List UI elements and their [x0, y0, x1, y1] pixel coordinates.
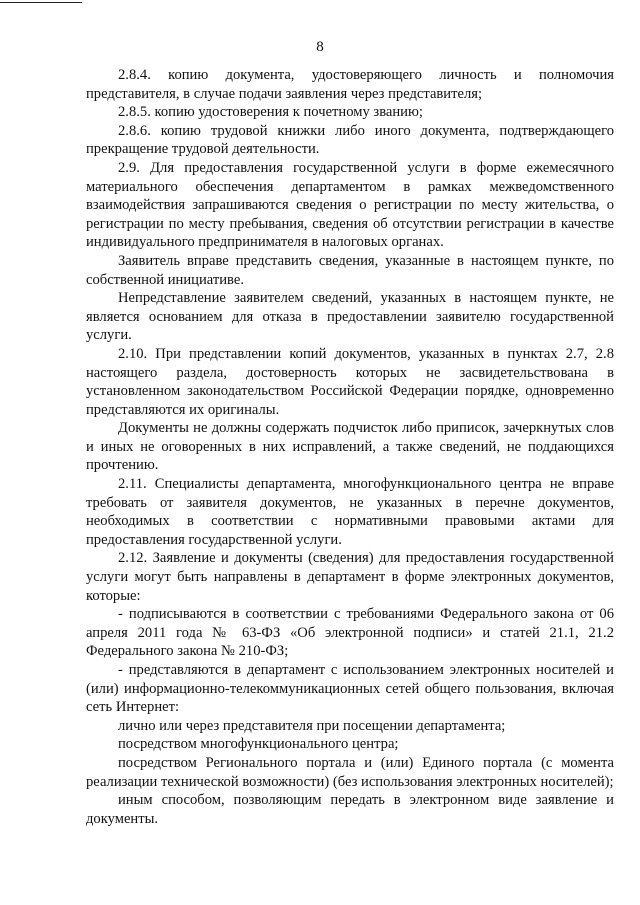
list-item-mfc: посредством многофункционального центра; [118, 736, 399, 753]
paragraph-2-12: 2.12. Заявление и документы (сведения) для предоставления государственной услуги могут быть направлены в департамент в форме электронных документов, которые: [86, 550, 614, 604]
list-item-in-person: лично или через представителя при посещении департамента; [118, 717, 506, 734]
list-item-portal: посредством Регионального портала и (или) Единого портала (с момента реализации технической возможности) (без использования электронных носителей); [86, 754, 614, 790]
paragraph-applicant-right: Заявитель вправе представить сведения, указанные в настоящем пункте, по собственной инициативе. [86, 252, 614, 288]
paragraph-2-8-6: 2.8.6. копию трудовой книжки либо иного документа, подтверждающего прекращение трудовой деятельности. [86, 122, 614, 158]
list-item-signed: - подписываются в соответствии с требованиями Федерального закона от 06 апреля 2011 года № 63-ФЗ «Об электронной подписи» и статей 21.1, 21.2 Федерального закона № 210-ФЗ; [86, 606, 614, 660]
paragraph-2-8-4: 2.8.4. копию документа, удостоверяющего личность и полномочия представителя, в случае подачи заявления через представителя; [86, 67, 614, 102]
paragraph-non-submission: Непредставление заявителем сведений, указанных в настоящем пункте, не является основанием для отказа в предоставлении заявителю государственной услуги. [86, 290, 614, 344]
document-body [86, 66, 614, 828]
paragraph-2-9: 2.9. Для предоставления государственной услуги в форме ежемесячного материального обеспечения департаментом в рамках межведомственного взаимодействия запрашиваются сведения о регистрации по месту жительства, о регистрации по месту пребывания, сведения об отсутствии регистрации в качестве индивидуального предпринимателя в налоговых органах. [86, 159, 614, 251]
list-item-other-method: иным способом, позволяющим передать в электронном виде заявление и документы. [86, 792, 614, 827]
top-rule [0, 2, 82, 3]
paragraph-document-requirements: Документы не должны содержать подчисток либо приписок, зачеркнутых слов и иных не оговоренных в них исправлений, а также сведений, не поддающихся прочтению. [86, 420, 614, 474]
paragraph-2-11: 2.11. Специалисты департамента, многофункционального центра не вправе требовать от заявителя документов, не указанных в перечне документов, необходимых в соответствии с нормативными правовыми актами для предоставления государственной услуги. [86, 476, 614, 548]
paragraph-2-8-5: 2.8.5. копию удостоверения к почетному званию; [118, 104, 423, 121]
paragraph-2-10: 2.10. При представлении копий документов, указанных в пунктах 2.7, 2.8 настоящего раздела, достоверность которых не засвидетельствована в установленном законодательством Российской Федерации порядке, одновременно представляются их оригиналы. [86, 345, 614, 418]
list-item-submitted: - представляются в департамент с использованием электронных носителей и (или) информационно-телекоммуникационных сетей общего пользования, включая сеть Интернет: [86, 662, 614, 716]
page-number: 8 [316, 39, 324, 55]
